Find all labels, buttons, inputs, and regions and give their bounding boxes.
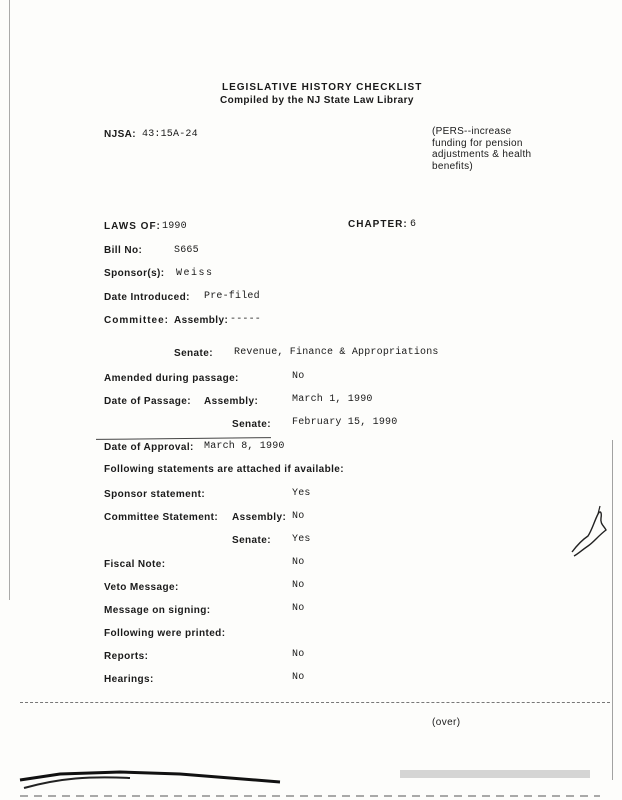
- veto-message-value: No: [292, 580, 305, 591]
- passage-assembly-value: March 1, 1990: [292, 394, 373, 405]
- committee-label: Committee:: [104, 315, 170, 326]
- scan-artifact-band: [0, 758, 622, 800]
- committee-statement-label: Committee Statement:: [104, 512, 219, 523]
- chapter-label: CHAPTER:: [348, 219, 408, 230]
- document-subtitle: Compiled by the NJ State Law Library: [220, 95, 414, 106]
- signing-message-value: No: [292, 603, 305, 614]
- committee-senate-label: Senate:: [174, 348, 213, 359]
- committee-assembly-label: Assembly:: [174, 315, 229, 326]
- reports-value: No: [292, 649, 305, 660]
- passage-label: Date of Passage:: [104, 396, 191, 407]
- printed-heading: Following were printed:: [104, 628, 226, 639]
- bill-no-value: S665: [174, 245, 199, 256]
- committee-senate-value: Revenue, Finance & Appropriations: [234, 347, 439, 358]
- bill-no-label: Bill No:: [104, 245, 143, 256]
- committee-assembly-value: -----: [230, 314, 262, 325]
- passage-assembly-label: Assembly:: [204, 396, 259, 407]
- sponsor-statement-label: Sponsor statement:: [104, 489, 206, 500]
- amended-label: Amended during passage:: [104, 373, 239, 384]
- sponsor-label: Sponsor(s):: [104, 268, 165, 279]
- committee-statement-assembly-label: Assembly:: [232, 512, 287, 523]
- laws-of-label: LAWS OF:: [104, 221, 161, 232]
- fiscal-note-label: Fiscal Note:: [104, 559, 166, 570]
- approval-value: March 8, 1990: [204, 441, 285, 452]
- signing-message-label: Message on signing:: [104, 605, 211, 616]
- committee-statement-senate-label: Senate:: [232, 535, 271, 546]
- passage-senate-label: Senate:: [232, 419, 271, 430]
- document-title: LEGISLATIVE HISTORY CHECKLIST: [222, 82, 423, 93]
- chapter-value: 6: [410, 219, 417, 230]
- amended-value: No: [292, 371, 305, 382]
- over-note: (over): [432, 717, 461, 728]
- date-introduced-label: Date Introduced:: [104, 292, 190, 303]
- passage-senate-value: February 15, 1990: [292, 417, 398, 428]
- fiscal-note-value: No: [292, 557, 305, 568]
- hearings-value: No: [292, 672, 305, 683]
- statements-heading: Following statements are attached if available:: [104, 464, 344, 475]
- committee-statement-senate-value: Yes: [292, 534, 311, 545]
- handwritten-check-mark: [568, 500, 612, 560]
- laws-of-value: 1990: [162, 221, 187, 232]
- committee-statement-assembly-value: No: [292, 511, 305, 522]
- approval-label: Date of Approval:: [104, 442, 194, 453]
- njsa-value: 43:15A-24: [142, 129, 198, 140]
- njsa-label: NJSA:: [104, 129, 137, 140]
- scan-left-edge: [9, 0, 10, 600]
- strike-line: [96, 437, 271, 440]
- sponsor-value: Weiss: [176, 268, 214, 279]
- bill-description: (PERS--increase funding for pension adjustments & health benefits): [432, 126, 532, 172]
- reports-label: Reports:: [104, 651, 149, 662]
- scan-right-edge: [612, 440, 613, 780]
- separator-line: [20, 702, 610, 703]
- sponsor-statement-value: Yes: [292, 488, 311, 499]
- date-introduced-value: Pre-filed: [204, 291, 260, 302]
- veto-message-label: Veto Message:: [104, 582, 179, 593]
- hearings-label: Hearings:: [104, 674, 154, 685]
